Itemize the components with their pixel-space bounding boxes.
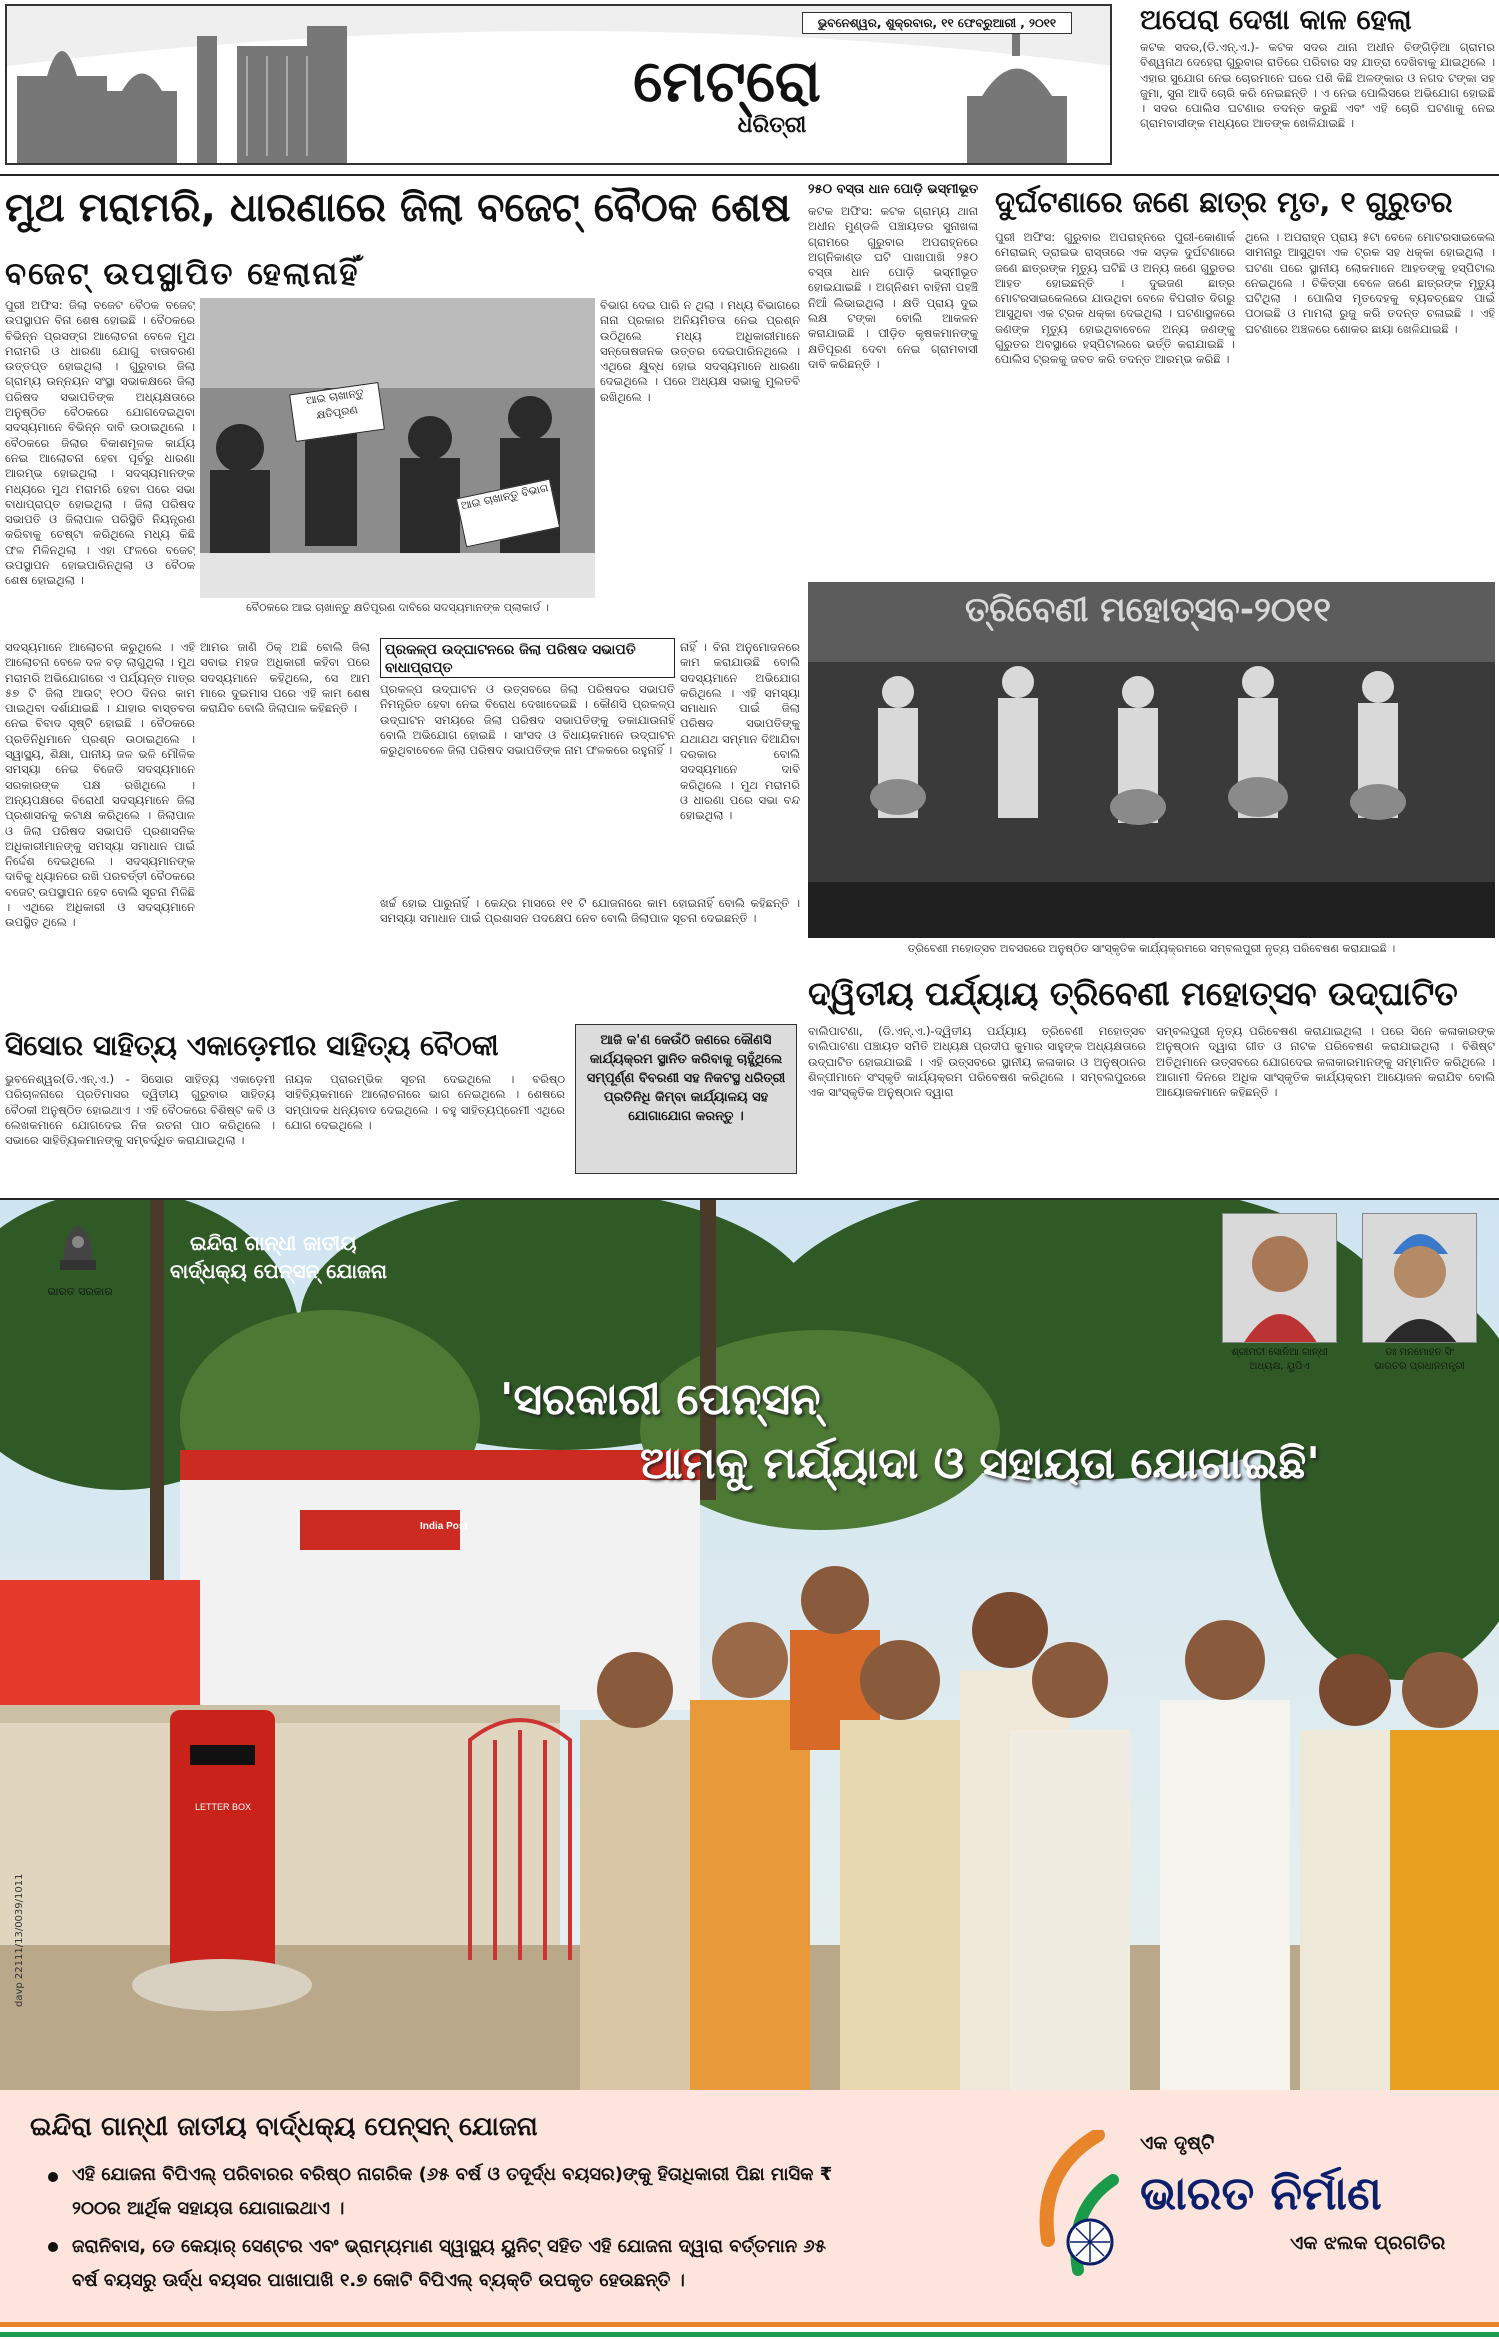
paddy-headline: ୨୫୦ ବସ୍ତା ଧାନ ପୋଡ଼ି ଭସ୍ମୀଭୂତ: [808, 182, 979, 197]
meeting-photo: [200, 298, 595, 598]
quote-line-1: 'ସରକାରୀ ପେନ୍‌ସନ୍: [500, 1374, 821, 1425]
triveni-body-left: ବାଲିପାଟଣା, (ଡି.ଏନ୍.ଏ.)-ଦ୍ୱିତୀୟ ପର୍ଯ୍ୟାୟ ତ୍ରିବେଣୀ ମହୋତ୍ସବ ବାଲିପାଟଣା ପଞ୍ଚାୟତ ସମିତି ଅଧ୍ୟକ୍ଷ ପ୍ରଦୀପ କୁମାର ସାହୁଙ୍କ ଅଧ୍ୟକ୍ଷତାରେ ଉଦ୍‌ଘାଟିତ ହୋଇଯାଇଛି । ଏହି ଉତ୍ସବରେ ସ୍ଥାନୀୟ କଳାକାର ଓ ଅନୁଷ୍ଠାନର ଶିଳ୍ପୀମାନେ ସଂସ୍କୃତି କାର୍ଯ୍ୟକ୍ରମ ପରିବେଷଣ କରିଥିଲେ । ସମ୍ବଲପୁରରେ ଏକ ସାଂସ୍କୃତିକ ଅନୁଷ୍ଠାନ ଦ୍ୱାରା: [808, 1024, 1146, 1100]
main-body-right: ବିଭାଗ ଦେଇ ପାରି ନ ଥିଲା । ମଧ୍ୟ ବିଭାଗରେ ନାନା ପ୍ରକାର ଅନିୟମିତତା ନେଇ ପ୍ରଶ୍ନ ଉଠିଥିଲେ ମଧ୍ୟ ଅଧିକାରୀମାନେ ସନ୍ତୋଷଜନକ ଉତ୍ତର ଦେଇପାରିନଥିଲେ । ଏଥିରେ କ୍ଷୁବ୍ଧ ହୋଇ ସଦସ୍ୟମାନେ ଧାରଣା ଦେଇଥିଲେ । ପରେ ଅଧ୍ୟକ୍ଷ ସଭାକୁ ମୁଲତବି ରଖିଥିଲେ ।: [600, 298, 800, 404]
placard-2: ଆଇ ଚାଖାନ୍ତୁ ବିଭାଗ: [456, 479, 560, 548]
sahitya-headline: ସିସୋର ସାହିତ୍ୟ ଏକାଡ଼େମୀର ସାହିତ୍ୟ ବୈଠକୀ: [5, 1029, 499, 1062]
leader-1-portrait: [1222, 1213, 1337, 1343]
date-line: ଭୁବନେଶ୍ୱର, ଶୁକ୍ରବାର, ୧୧ ଫେବ୍ରୁଆରୀ , ୨୦୧୧: [802, 12, 1072, 34]
leader-1-name: ଶ୍ରୀମତୀ ସୋନିଆ ଗାନ୍ଧୀ: [1231, 1347, 1328, 1358]
leader-2-name: ଡଃ ମନମୋହନ ସିଂ: [1385, 1347, 1454, 1358]
notice-text: ଆଜି କ'ଣ କେଉଁଠି ଜଣରେ କୌଣସି କାର୍ଯ୍ୟକ୍ରମ ସ୍ଥାନିତ କରିବାକୁ ଚାହୁଁଥିଲେ ସମ୍ପୂର୍ଣ୍ଣ ବିବରଣୀ ସହ ନିକଟସ୍ଥ ଧରିତ୍ରୀ ପ୍ରତିନିଧି କିମ୍ବା କାର୍ଯ୍ୟାଳୟ ସହ ଯୋଗାଯୋଗ କରନ୍ତୁ ।: [586, 1033, 786, 1124]
project-body: ପ୍ରକଳ୍ପ ଉଦ୍‌ଘାଟନ ଓ ଉତ୍ସବରେ ଜିଲା ପରିଷଦର ସଭାପତି ନିମନ୍ତ୍ରିତ ହେବା ନେଇ ବିରୋଧ ଦେଖାଦେଇଛି । କୌଣସି ପ୍ରକଳ୍ପ ଉଦ୍‌ଘାଟନ ସମୟରେ ଜିଲା ପରିଷଦ ସଭାପତିଙ୍କୁ ଡକାଯାଉନାହିଁ ବୋଲି ଅଭିଯୋଗ ହୋଇଛି । ସାଂସଦ ଓ ବିଧାୟକମାନେ ଉଦ୍‌ଘାଟନ କରୁଥିବାବେଳେ ଜିଲା ପରିଷଦ ସଭାପତିଙ୍କ ନାମ ଫଳକରେ ରହୁନାହିଁ ।: [380, 682, 675, 758]
meeting-photo-caption: ବୈଠକରେ ଆଇ ଚାଖାନ୍ତୁ କ୍ଷତିପୂରଣ ଦାବିରେ ସଦସ୍ୟମାନଙ୍କ ପ୍ଲାକାର୍ଡ ।: [246, 601, 549, 614]
masthead-title: ମେଟ୍ରୋ: [633, 47, 821, 115]
ad-footer: [0, 2090, 1499, 2325]
quote-line-2: ଆମକୁ ମର୍ଯ୍ୟାଦା ଓ ସହାୟତା ଯୋଗାଇଛି': [640, 1438, 1320, 1489]
project-body-3: ଖର୍ଚ୍ଚ ହୋଇ ପାରୁନାହିଁ । କେନ୍ଦ୍ର ମାସରେ ୧୧ ଟି ଯୋଜନାରେ କାମ ହୋଇନାହିଁ ବୋଲି କହିଛନ୍ତି । ସମସ୍ୟା ସମାଧାନ ପାଇଁ ପ୍ରଶାସନ ପଦକ୍ଷେପ ନେବ ବୋଲି ଜିଲାପାଳ ସୂଚନା ଦେଇଛନ୍ତି ।: [380, 896, 800, 926]
bharat-nirman-logo-icon: [1018, 2130, 1128, 2280]
sahitya-body-right: ନାୟକ ପ୍ରାରମ୍ଭିକ ସୂଚନା ଦେଇଥିଲେ । ବରିଷ୍ଠ ସାହିତ୍ୟିକମାନେ ଆଲୋଚନାରେ ଭାଗ ନେଇଥିଲେ । ଶେଷରେ ସମ୍ପାଦକ ଧନ୍ୟବାଦ ଦେଇଥିଲେ । ବହୁ ସାହିତ୍ୟପ୍ରେମୀ ଏଥିରେ ଯୋଗ ଦେଇଥିଲେ ।: [285, 1072, 565, 1132]
main-body-left: ପୁରୀ ଅଫିସ: ଜିଲା ବଜେଟ ବୈଠକ ବଜେଟ୍ ଉପସ୍ଥାପନ ବିନା ଶେଷ ହୋଇଛି । ବୈଠକରେ ବିଭିନ୍ନ ପ୍ରସଙ୍ଗ ଆଲୋଚନା ବେଳେ ମୁଥ ମରାମରି ଓ ଧାରଣା ଯୋଗୁ ବାତାବରଣ ଉତ୍ତପ୍ତ ହୋଇଥିଲା । ଗୁରୁବାର ଜିଲା ଗ୍ରାମ୍ୟ ଉନ୍ନୟନ ସଂସ୍ଥା ସଭାକକ୍ଷରେ ଜିଲା ପରିଷଦ ସଭାପତିଙ୍କ ଅଧ୍ୟକ୍ଷତାରେ ଅନୁଷ୍ଠିତ ବୈଠକରେ ଯୋଗଦେଇଥିବା ସଦସ୍ୟମାନେ ବିଭିନ୍ନ ଦାବି ଉଠାଇଥିଲେ । ବୈଠକରେ ଜିଲାର ବିକାଶମୂଳକ କାର୍ଯ୍ୟ ନେଇ ଆଲୋଚନା ହେବା ପୂର୍ବରୁ ଧାରଣା ଆରମ୍ଭ ହୋଇଥିଲା । ସଦସ୍ୟମାନଙ୍କ ମଧ୍ୟରେ ମୁଥ ମରାମରି ହେବା ପରେ ସଭା ବାଧାପ୍ରାପ୍ତ ହୋଇଥିଲା । ଜିଲା ପରିଷଦ ସଭାପତି ଓ ଜିଲାପାଳ ପରିସ୍ଥିତି ନିୟନ୍ତ୍ରଣ କରିବାକୁ ଚେଷ୍ଟା କରିଥିଲେ ମଧ୍ୟ କିଛି ଫଳ ମିଳିନଥିଲା । ଏହା ଫଳରେ ବଜେଟ୍ ଉପସ୍ଥାପନ ହୋଇପାରିନଥିଲା ଓ ବୈଠକ ଶେଷ ହୋଇଥିଲା ।: [5, 298, 195, 588]
main-subheadline: ବଜେଟ୍ ଉପସ୍ଥାପିତ ହେଲାନାହିଁ: [5, 256, 360, 292]
bullet-1-dot: [48, 2172, 58, 2182]
project-headline: ପ୍ରକଳ୍ପ ଉଦ୍‌ଘାଟନରେ ଜିଲା ପରିଷଦ ସଭାପତି ବାଧାପ୍ରାପ୍ତ: [380, 638, 675, 678]
bullet-2-dot: [48, 2242, 58, 2252]
accident-body-left: ପୁରୀ ଅଫିସ: ଗୁରୁବାର ଅପରାହ୍ନରେ ପୁରୀ-କୋଣାର୍କ ମେରାଇନ୍ ଡ୍ରାଇଭ ରାସ୍ତାରେ ଏକ ସଡ଼କ ଦୁର୍ଘଟଣାରେ ଜଣେ ଛାତ୍ରଙ୍କ ମୃତ୍ୟୁ ଘଟିଛି ଓ ଅନ୍ୟ ଜଣେ ଗୁରୁତର ଆହତ ହୋଇଛନ୍ତି । ଦୁଇଜଣ ଛାତ୍ର ମୋଟରସାଇକେଲରେ ଯାଉଥିବା ବେଳେ ବିପରୀତ ଦିଗରୁ ଆସୁଥିବା ଏକ ଟ୍ରକ ଧକ୍କା ଦେଇଥିଲା । ଘଟଣାସ୍ଥଳରେ ଜଣଙ୍କ ମୃତ୍ୟୁ ହୋଇଥିବାବେଳେ ଅନ୍ୟ ଜଣଙ୍କୁ ଗୁରୁତର ଅବସ୍ଥାରେ ହସ୍ପିଟାଲରେ ଭର୍ତ୍ତି କରାଯାଇଛି । ପୋଲିସ ଟ୍ରକକୁ ଜବତ କରି ତଦନ୍ତ ଆରମ୍ଭ କରିଛି ।: [995, 230, 1235, 367]
letter-box-label: LETTER BOX: [194, 1802, 251, 1812]
dance-scene: [808, 582, 1495, 938]
davp-code: davp 22111/13/0039/1011: [14, 1873, 25, 2007]
accident-body-right: ଥିଲେ । ଅପରାହ୍ନ ପ୍ରାୟ ୫ଟା ବେଳେ ମୋଟରସାଇକେଲ ସାମନାରୁ ଆସୁଥିବା ଏକ ଟ୍ରକ ସହ ଧକ୍କା ହୋଇଥିଲା । ଘଟଣା ପରେ ସ୍ଥାନୀୟ ଲୋକମାନେ ଆହତଙ୍କୁ ହସ୍ପିଟାଲ ନେଇଥିଲେ । ଚିକିତ୍ସା ବେଳେ ଜଣେ ଛାତ୍ରଙ୍କ ମୃତ୍ୟୁ ଘଟିଥିଲା । ପୋଲିସ ମୃତଦେହକୁ ବ୍ୟବଚ୍ଛେଦ ପାଇଁ ପଠାଇଛି ଓ ମାମଲା ରୁଜୁ କରି ତଦନ୍ତ ଚଳାଇଛି । ଏହି ଘଟଣାରେ ଅଞ୍ଚଳରେ ଶୋକର ଛାୟା ଖେଳିଯାଇଛି ।: [1245, 230, 1495, 336]
ad-bullet-2: ଜରାନିବାସ, ଡେ କେୟାର୍ ସେଣ୍ଟର ଏବଂ ଭ୍ରାମ୍ୟମାଣ ସ୍ୱାସ୍ଥ୍ୟ ୟୁନିଟ୍ ସହିତ ଏହି ଯୋଜନା ଦ୍ୱାରା ବର୍ତ୍ତମାନ ୬୫ ବର୍ଷ ବୟସରୁ ଊର୍ଦ୍ଧ ବୟସର ପାଖାପାଖି ୧.୭ କୋଟି ବିପିଏଲ୍ ବ୍ୟକ୍ତି ଉପକୃତ ହେଉଛନ୍ତି ।: [72, 2236, 826, 2291]
brand-tagline-top: ଏକ ଦୃଷ୍ଟି: [1140, 2132, 1215, 2154]
main-body-lower-middle: ଆମର ଜାଣି ଠିକ୍ ଅଛି ବୋଲି ଜିଲା ସବାଇ ମହଜ ଅଧିକାରୀ କହିବା ପରେ ସଦସ୍ୟମାନେ କହିଥିଲେ, ସେ ଆମ ମାରେ ଦୁଇମାସ ପରେ ଏହି କାମ ଶେଷ କରାଯିବ ବୋଲି ଜିଲାପାଳ କହିଛନ୍ତି ।: [200, 640, 370, 716]
scheme-name-line-1: ଇନ୍ଦିରା ଗାନ୍ଧୀ ଜାତୀୟ: [190, 1231, 357, 1255]
national-emblem-icon: [50, 1220, 106, 1282]
notice-box: [575, 1024, 797, 1174]
scheme-name-line-2: ବାର୍ଦ୍ଧକ୍ୟ ପେନ୍‌ସନ୍ ଯୋଜନା: [170, 1259, 387, 1283]
ad-bullet-1: ଏହି ଯୋଜନା ବିପିଏଲ୍ ପରିବାରର ବରିଷ୍ଠ ନାଗରିକ (୬୫ ବର୍ଷ ଓ ତଦୂର୍ଦ୍ଧ ବୟସର)ଙ୍କୁ ହିତାଧିକାରୀ ପିଛା ମାସିକ ₹ ୨୦୦ର ଆର୍ଥିକ ସହାୟତା ଯୋଗାଇଥାଏ ।: [72, 2164, 833, 2219]
india-post-sign: India Post: [420, 1521, 468, 1532]
govt-label: ଭାରତ ସରକାର: [47, 1285, 113, 1298]
leader-2-title: ଭାରତର ପ୍ରଧାନମନ୍ତ୍ରୀ: [1374, 1361, 1465, 1372]
brand-name: ଭାରତ ନିର୍ମାଣ: [1140, 2166, 1382, 2220]
masthead-subtitle: ଧରିତ୍ରୀ: [737, 113, 807, 138]
project-body-2: ନାହିଁ । ବିନା ଅନୁମୋଦନରେ କାମ କରାଯାଉଛି ବୋଲି ସଦସ୍ୟମାନେ ଅଭିଯୋଗ କରିଥିଲେ । ଏହି ସମସ୍ୟା ସମାଧାନ ପାଇଁ ଜିଲା ପରିଷଦ ସଭାପତିଙ୍କୁ ଯଥାଯଥ ସମ୍ମାନ ଦିଆଯିବା ଦରକାର ବୋଲି ସଦସ୍ୟମାନେ ଦାବି କରିଥିଲେ । ମୁଥ ମରାମରି ଓ ଧାରଣା ପରେ ସଭା ବନ୍ଦ ହୋଇଥିଲା ।: [680, 640, 800, 823]
dance-banner: ତ୍ରିବେଣୀ ମହୋତ୍ସବ-୨୦୧୧: [965, 590, 1331, 630]
green-stripe: [0, 2332, 1499, 2337]
meeting-scene: [200, 298, 595, 598]
brand-tagline-bottom: ଏକ ଝଲକ ପ୍ରଗତିର: [1290, 2232, 1446, 2254]
dance-photo-caption: ତ୍ରିବେଣୀ ମହୋତ୍ସବ ଅବସରରେ ଅନୁଷ୍ଠିତ ସାଂସ୍କୃତିକ କାର୍ଯ୍ୟକ୍ରମରେ ସମ୍ବଲପୁରୀ ନୃତ୍ୟ ପରିବେଷଣ କରାଯାଇଛି ।: [907, 942, 1396, 955]
triveni-body-right: ସମ୍ବଲପୁରୀ ନୃତ୍ୟ ପରିବେଷଣ କରାଯାଇଥିଲା । ପରେ ସିନେ କଳାକାରଙ୍କ ଅନୁଷ୍ଠାନ ଦ୍ୱାରା ଗୀତ ଓ ନାଟକ ପରିବେଷଣ କରାଯାଇଥିଲା । ବିଶିଷ୍ଟ ଅତିଥିମାନେ ଉତ୍ସବରେ ଯୋଗଦେଇ କଳାକାରମାନଙ୍କୁ ସମ୍ମାନିତ କରିଥିଲେ । ଆଗାମୀ ଦିନରେ ଅଧିକ ସାଂସ୍କୃତିକ କାର୍ଯ୍ୟକ୍ରମ ଆୟୋଜନ କରାଯିବ ବୋଲି ଆୟୋଜକମାନେ କହିଛନ୍ତି ।: [1156, 1024, 1495, 1100]
opera-body: କଟକ ସଦର,(ଡି.ଏନ୍.ଏ.)- କଟକ ସଦର ଥାନା ଅଧୀନ ଚିଙ୍ଗିଡ଼ିଆ ଗ୍ରାମର ବିଶ୍ୱନାଥ ଦେହେରା ଗୁରୁବାର ରାତିରେ ପରିବାର ସହ ଯାତ୍ରା ଦେଖିବାକୁ ଯାଇଥିଲେ । ଏହାର ସୁଯୋଗ ନେଇ ଚୋରମାନେ ଘରେ ପଶି କିଛି ଅଳଙ୍କାର ଓ ନଗଦ ଟଙ୍କା ସହ ଜୁମା, ସୁନା ଆଦି ଚୋରି କରି ନେଇଛନ୍ତି । ଏ ନେଇ ପୋଲିସରେ ଅଭିଯୋଗ ହୋଇଛି । ସଦର ପୋଲିସ ଘଟଣାର ତଦନ୍ତ କରୁଛି ଏବଂ ଏହି ଚୋରି ଘଟଣାକୁ ନେଇ ଗ୍ରାମବାସୀଙ୍କ ମଧ୍ୟରେ ଆତଙ୍କ ଖେଳିଯାଇଛି ।: [1140, 40, 1495, 131]
divider: [0, 174, 1499, 176]
paddy-body: କଟକ ଅଫିସ: କଟକ ଗ୍ରାମ୍ୟ ଥାନା ଅଧୀନ ମୁଣ୍ଡଳି ପଞ୍ଚାୟତର ସୁନାଖଳା ଗ୍ରାମରେ ଗୁରୁବାର ଅପରାହ୍ନରେ ଅଗ୍ନିକାଣ୍ଡ ଘଟି ପାଖାପାଖି ୨୫୦ ବସ୍ତା ଧାନ ପୋଡ଼ି ଭସ୍ମୀଭୂତ ହୋଇଯାଇଛି । ଅଗ୍ନିଶମ ବାହିନୀ ପହଞ୍ଚି ନିଆଁ ଲିଭାଇଥିଲା । କ୍ଷତି ପ୍ରାୟ ଦୁଇ ଲକ୍ଷ ଟଙ୍କା ବୋଲି ଆକଳନ କରାଯାଇଛି । ପୀଡ଼ିତ କୃଷକମାନଙ୍କୁ କ୍ଷତିପୂରଣ ଦେବା ନେଇ ଗ୍ରାମବାସୀ ଦାବି କରିଛନ୍ତି ।: [808, 204, 978, 371]
dance-photo: [808, 582, 1495, 938]
main-headline: ମୁଥ ମରାମରି, ଧାରଣାରେ ଜିଲା ବଜେଟ୍ ବୈଠକ ଶେଷ: [5, 185, 791, 231]
main-body-lower-left: ସଦସ୍ୟମାନେ ଆଲୋଚନା କରୁଥିଲେ । ଏହି ଆଲୋଚନା ବେଳେ ଦଳ ବଡ଼ ଲାଗୁଥିଲା । ମୁଥ ମରାମରି ଅଭିଯୋଗରେ ଏ ପର୍ଯ୍ୟନ୍ତ ମାତ୍ର ୫୭ ଟି ଜିଲା ଆଉଟ୍ ୧୦୦ ଦିନର କାମ ପାଇଥିବା ଦର୍ଶାଯାଇଛି । ଯାହାର ବାସ୍ତବତା ନେଇ ବିବାଦ ସୃଷ୍ଟି ହୋଇଛି । ବୈଠକରେ ପ୍ରତିନିଧିମାନେ ପ୍ରଶ୍ନ ଉଠାଇଥିଲେ । ସ୍ୱାସ୍ଥ୍ୟ, ଶିକ୍ଷା, ପାନୀୟ ଜଳ ଭଳି ମୌଳିକ ସମସ୍ୟା ନେଇ ବିଜେଡି ସଦସ୍ୟମାନେ ସରକାରଙ୍କ ପକ୍ଷ ରଖିଥିଲେ । ଅନ୍ୟପକ୍ଷରେ ବିରୋଧୀ ସଦସ୍ୟମାନେ ଜିଲା ପ୍ରଶାସନକୁ କଟାକ୍ଷ କରିଥିଲେ । ଜିଲାପାଳ ଓ ଜିଲା ପରିଷଦ ସଭାପତି ପ୍ରଶାସନିକ ଅଧିକାରୀମାନଙ୍କୁ ସମସ୍ୟା ସମାଧାନ ପାଇଁ ନିର୍ଦ୍ଦେଶ ଦେଇଥିଲେ । ସଦସ୍ୟମାନଙ୍କ ଦାବିକୁ ଧ୍ୟାନରେ ରଖି ପରବର୍ତ୍ତୀ ବୈଠକରେ ବଜେଟ୍ ଉପସ୍ଥାପନ ହେବ ବୋଲି ସୂଚନା ମିଳିଛି । ଏଥିରେ ଅଧିକାରୀ ଓ ସଦସ୍ୟମାନେ ଉପସ୍ଥିତ ଥିଲେ ।: [5, 640, 195, 930]
ad-footer-title: ଇନ୍ଦିରା ଗାନ୍ଧୀ ଜାତୀୟ ବାର୍ଦ୍ଧକ୍ୟ ପେନ୍‌ସନ୍ ଯୋଜନା: [30, 2112, 538, 2142]
leader-1-title: ଅଧ୍ୟକ୍ଷ, ୟୁପିଏ: [1249, 1361, 1310, 1372]
placard-1: ଆଇ ଚାଖାନ୍ତୁ କ୍ଷତିପୂରଣ: [289, 382, 385, 442]
sahitya-body-left: ଭୁବନେଶ୍ୱର(ଡି.ଏନ୍.ଏ.) - ସିସୋର ସାହିତ୍ୟ ଏକାଡ଼େମୀ ପରିଚାଳନାରେ ପ୍ରତିମାସର ଦ୍ୱିତୀୟ ଗୁରୁବାର ସାହିତ୍ୟ ବୈଠକୀ ଅନୁଷ୍ଠିତ ହୋଇଥାଏ । ଏହି ବୈଠକରେ ବିଶିଷ୍ଟ କବି ଓ ଲେଖକମାନେ ଯୋଗଦେଇ ନିଜ ରଚନା ପାଠ କରିଥିଲେ । ସଭାରେ ସାହିତ୍ୟିକମାନଙ୍କୁ ସମ୍ବର୍ଦ୍ଧିତ କରାଯାଇଥିଲା ।: [5, 1072, 275, 1148]
pension-ad: [0, 1200, 1499, 2090]
opera-headline: ଅପେରା ଦେଖା କାଳ ହେଲା: [1140, 3, 1412, 36]
accident-headline: ଦୁର୍ଘଟଣାରେ ଜଣେ ଛାତ୍ର ମୃତ, ୧ ଗୁରୁତର: [995, 185, 1453, 219]
masthead: [5, 4, 1112, 165]
leader-2-portrait: [1362, 1213, 1477, 1343]
triveni-headline: ଦ୍ୱିତୀୟ ପର୍ଯ୍ୟାୟ ତ୍ରିବେଣୀ ମହୋତ୍ସବ ଉଦ୍‌ଘାଟିତ: [808, 974, 1458, 1013]
